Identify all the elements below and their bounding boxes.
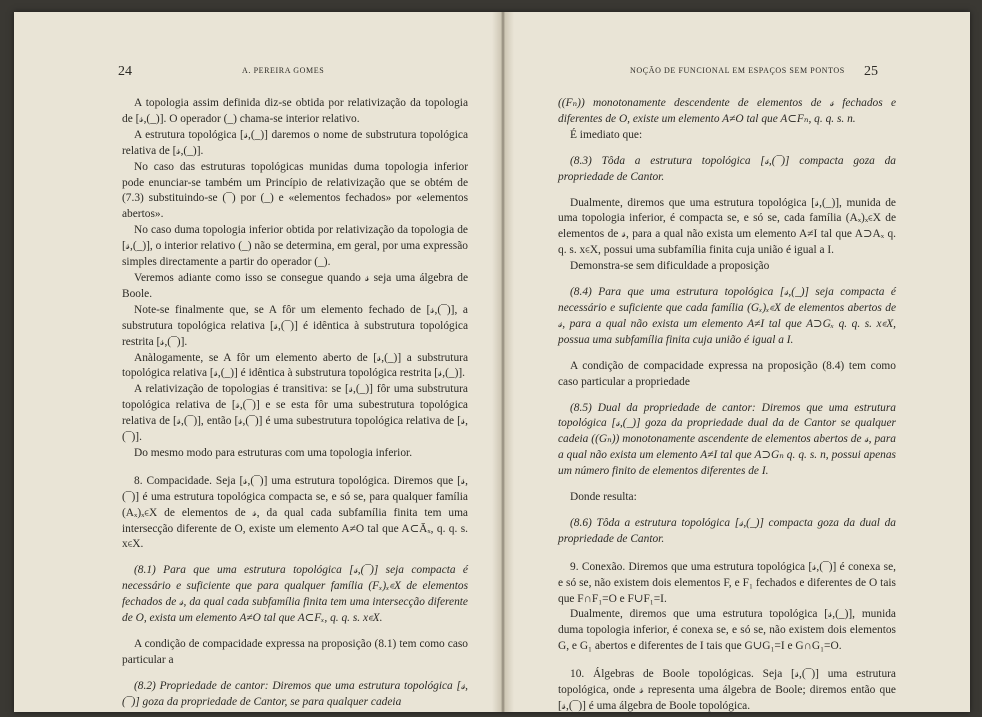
paragraph: No caso das estruturas topológicas munidas duma topologia inferior pode enunciar-se também um Princípio de relativização que se obtém de (7.3) substituindo-se (¯) por (_) e «elementos fechados» por «elementos abertos». <box>122 160 468 221</box>
paragraph: Dualmente, diremos que uma estrutura topológica [𝓈,(_)], munida duma topologia inferior, é conexa se, e só se, não existem dois elementos G, e G₁ abertos e diferentes de I tais que G∪G₁=I e G∩G₁=O. <box>558 608 896 653</box>
proposition-8-5: (8.5) Dual da propriedade de cantor: Diremos que uma estrutura topológica [𝓈,(_)] goza da propriedade dual da de Cantor se qualquer cadeia ((Gₙ)) monotonamente ascendente de elementos abertos de 𝓈, para a qual não exista um elemento A≠I tal que A⊃Gₙ q. q. s. n, possui apenas um número finito de elementos diferentes de I. <box>558 401 896 478</box>
right-page-header <box>514 66 970 82</box>
right-page-body <box>558 96 896 712</box>
right-page <box>514 12 970 712</box>
paragraph: A estrutura topológica [𝓈,(_)] daremos o nome de substrutura topológica relativa de [𝓈,(_)]. <box>122 128 468 157</box>
left-page-number: 24 <box>118 64 132 79</box>
right-running-head: NOÇÃO DE FUNCIONAL EM ESPAÇOS SEM PONTOS <box>630 66 845 75</box>
proposition-8-6: (8.6) Tôda a estrutura topológica [𝓈,(_)] compacta goza da dual da propriedade de Cantor. <box>558 516 896 545</box>
paragraph: É imediato que: <box>570 128 643 141</box>
paragraph: A condição de compacidade expressa na proposição (8.1) tem como caso particular a <box>122 638 468 666</box>
left-page-body <box>122 96 468 711</box>
section-9-conexao: 9. Conexão. Diremos que uma estrutura topológica [𝓈,(¯)] é conexa se, e só se, não existem dois elementos F, e F₁ fechados e diferentes de O tais que F∩F₁=O e F∪F₁=I. <box>558 560 896 605</box>
section-8-compacidade: 8. Compacidade. Seja [𝓈,(¯)] uma estrutura topológica. Diremos que [𝓈,(¯)] é uma estrutura topológica compacta se, e só se, para qualquer família (Aₓ)ₓ∊X de elementos de 𝓈, da qual cada subfamília finita tem uma intersecção diferente de O, existe um elemento A≠O tal que A⊂Āₓ, q. q. s. x∊X. <box>122 474 468 551</box>
paragraph: No caso duma topologia inferior obtida por relativização da topologia de [𝓈,(_)], o interior relativo (_) não se determina, em geral, por uma expressão simples directamente a partir do operador (_). <box>122 224 468 269</box>
proposition-8-3: (8.3) Tôda a estrutura topológica [𝓈,(¯)] compacta goza da propriedade de Cantor. <box>558 154 896 183</box>
paragraph: Veremos adiante como isso se consegue quando 𝓈 seja uma álgebra de Boole. <box>122 271 468 300</box>
paragraph: Dualmente, diremos que uma estrutura topológica [𝓈,(_)], munida de uma topologia inferior, é compacta se, e só se, cada família (Aₓ)ₓ∊X de elementos de 𝓈, para a qual não exista um elemento A≠I tal que A⊃Aₓ q. q. s. x∊X, possui uma subfamília finita cuja união é igual a I. <box>558 196 896 257</box>
paragraph: ((Fₙ)) monotonamente descendente de elementos de 𝓈 fechados e diferentes de O, existe um elemento A≠O tal que A⊂Fₙ, q. q. s. n. <box>558 97 896 125</box>
section-10-algebras: 10. Álgebras de Boole topológicas. Seja [𝓈,(¯)] uma estrutura topológica, onde 𝓈 representa uma álgebra de Boole; diremos então que [𝓈,(¯)] é uma álgebra de Boole topológica. <box>558 668 896 712</box>
proposition-8-2: (8.2) Propriedade de cantor: Diremos que uma estrutura topológica [𝓈,(¯)] goza da propriedade de Cantor, se para qualquer cadeia <box>122 679 468 708</box>
paragraph: Donde resulta: <box>570 491 637 504</box>
paragraph: Demonstra-se sem dificuldade a proposição <box>570 260 770 273</box>
proposition-8-1: (8.1) Para que uma estrutura topológica [𝓈,(¯)] seja compacta é necessário e suficiente que para qualquer família (Fₓ)ₓ∊X de elementos fechados de 𝓈, da qual cada subfamília finita tem uma intersecção diferente de O, exista um elemento A≠O tal que A⊂Fₓ, q. q. s. x∊X. <box>122 564 468 625</box>
paragraph: Anàlogamente, se A fôr um elemento aberto de [𝓈,(_)] a substrutura topológica relativa [𝓈,(_)] é idêntica à substrutura topológica restrita [𝓈,(_)]. <box>122 351 468 380</box>
book-gutter <box>492 12 514 712</box>
paragraph: Note-se finalmente que, se A fôr um elemento fechado de [𝓈,(¯)], a substrutura topológica relativa [𝓈,(¯)] é idêntica à substrutura topológica restrita [𝓈,(¯)]. <box>122 303 468 348</box>
book-spread <box>14 12 970 712</box>
left-running-head: A. PEREIRA GOMES <box>242 66 325 75</box>
paragraph: A relativização de topologias é transitiva: se [𝓈,(_)] fôr uma substrutura topológica relativa de [𝓈,(¯)] e se esta fôr uma subestrutura topológica relativa de [𝓈,(¯)], então [𝓈,(¯)] é uma subestrutura topológica relativa de [𝓈,(¯)]. <box>122 383 468 444</box>
paragraph: A topologia assim definida diz-se obtida por relativização da topologia de [𝓈,(_)]. O operador (_) chama-se interior relativo. <box>122 97 468 125</box>
left-page-header <box>14 66 492 82</box>
paragraph: A condição de compacidade expressa na proposição (8.4) tem como caso particular a propriedade <box>558 359 896 388</box>
right-page-number: 25 <box>864 64 878 79</box>
left-page <box>14 12 492 712</box>
paragraph: Do mesmo modo para estruturas com uma topologia inferior. <box>134 446 413 459</box>
proposition-8-4: (8.4) Para que uma estrutura topológica [𝓈,(_)] seja compacta é necessário e suficiente que cada família (Gₓ)ₓ∊X de elementos abertos de 𝓈, para a qual não exista um elemento A≠I tal que A⊃Gₓ q. q. s. x∊X, possua uma subfamília finita cuja união é igual a I. <box>558 286 896 346</box>
